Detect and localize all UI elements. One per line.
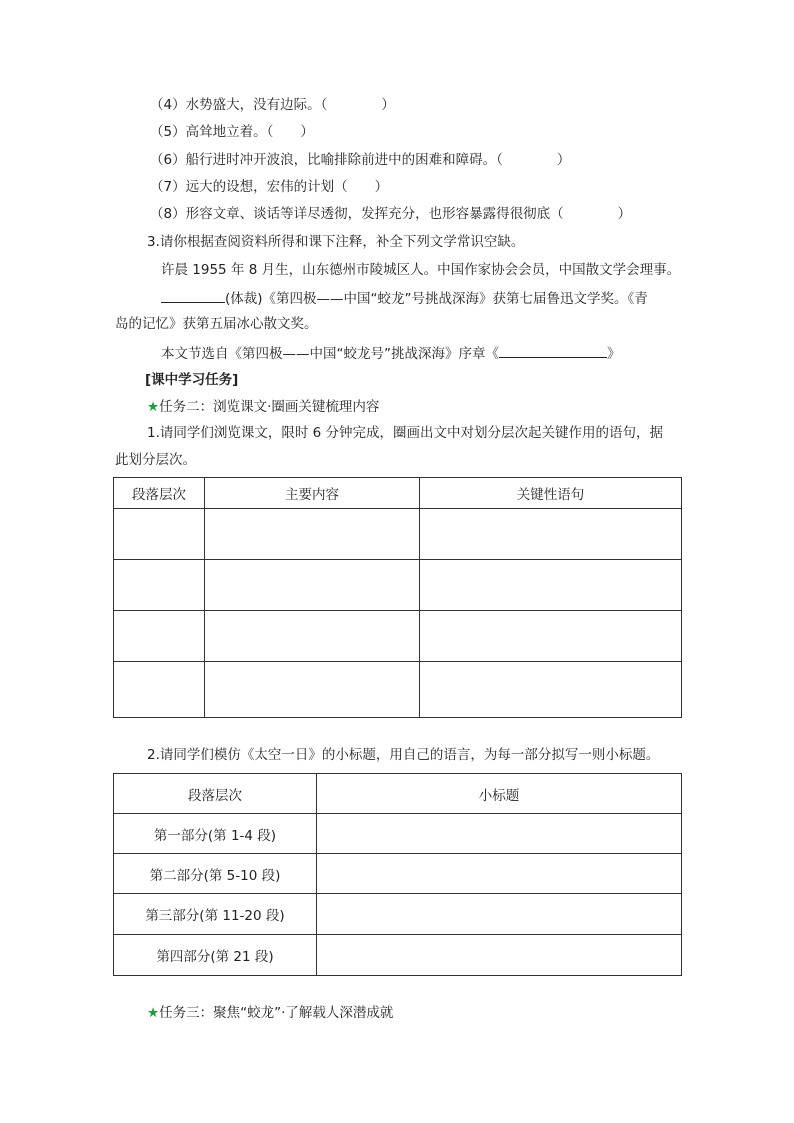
- part-label: 第三部分(第 11-20 段): [114, 894, 317, 935]
- answer-cell[interactable]: [205, 611, 420, 662]
- task-2-question-1-line-1: 1.请同学们浏览课文，限时 6 分钟完成，圈画出文中对划分层次起关键作用的语句，据: [147, 425, 664, 441]
- author-line-3: 岛的记忆》获第五届冰心散文奖。: [115, 316, 318, 332]
- answer-cell[interactable]: [420, 509, 682, 560]
- answer-cell[interactable]: [420, 560, 682, 611]
- author-line-1: 许晨 1955 年 8 月生，山东德州市陵城区人。中国作家协会会员，中国散文学会理事。: [161, 262, 681, 278]
- star-icon: ★: [147, 399, 160, 415]
- answer-cell[interactable]: [205, 509, 420, 560]
- answer-cell[interactable]: [420, 611, 682, 662]
- star-icon: ★: [147, 1005, 160, 1021]
- section-heading: [课中学习任务]: [145, 372, 239, 388]
- part-label: 第一部分(第 1-4 段): [114, 814, 317, 854]
- question-8: （8）形容文章、谈话等详尽透彻，发挥充分，也形容暴露得很彻底（ ）: [150, 206, 632, 222]
- table-row: [114, 560, 682, 611]
- question-5: （5）高耸地立着。（ ）: [150, 124, 314, 140]
- answer-cell[interactable]: [114, 611, 205, 662]
- question-6: （6）船行进时冲开波浪，比喻排除前进中的困难和障碍。（ ）: [150, 152, 571, 168]
- answer-cell[interactable]: [317, 854, 682, 894]
- answer-cell[interactable]: [317, 814, 682, 854]
- table-row: [114, 509, 682, 560]
- header-subtitle: 小标题: [317, 774, 682, 814]
- task-3-heading: ★任务三：聚焦“蛟龙”·了解载人深潜成就: [147, 1005, 394, 1021]
- table-row: [114, 935, 682, 976]
- task-2-heading: ★任务二：浏览课文·圈画关键梳理内容: [147, 399, 380, 415]
- chapter-title-blank[interactable]: [499, 343, 607, 358]
- answer-cell[interactable]: [420, 662, 682, 718]
- genre-blank[interactable]: [161, 288, 225, 303]
- table-row: [114, 611, 682, 662]
- header-key-sentence: 关键性语句: [420, 478, 682, 509]
- answer-cell[interactable]: [205, 560, 420, 611]
- table-row: [114, 854, 682, 894]
- table-row: [114, 662, 682, 718]
- answer-cell[interactable]: [114, 662, 205, 718]
- answer-cell[interactable]: [205, 662, 420, 718]
- task-2-question-2: 2.请同学们模仿《太空一日》的小标题，用自己的语言，为每一部分拟写一则小标题。: [147, 747, 660, 763]
- source-line: 本文节选自《第四极——中国“蛟龙号”挑战深海》序章《 》: [161, 343, 621, 363]
- answer-cell[interactable]: [317, 894, 682, 935]
- part-label: 第四部分(第 21 段): [114, 935, 317, 976]
- subtitle-table: [113, 773, 682, 976]
- table-row: [114, 894, 682, 935]
- answer-cell[interactable]: [114, 509, 205, 560]
- answer-cell[interactable]: [317, 935, 682, 976]
- task-2-question-1-line-2: 此划分层次。: [115, 452, 196, 468]
- header-layer: 段落层次: [114, 774, 317, 814]
- part-label: 第二部分(第 5-10 段): [114, 854, 317, 894]
- question-7: （7）远大的设想，宏伟的计划（ ）: [150, 179, 389, 195]
- answer-cell[interactable]: [114, 560, 205, 611]
- header-layer: 段落层次: [114, 478, 205, 509]
- layer-table: [113, 477, 682, 718]
- question-4: （4）水势盛大，没有边际。（ ）: [150, 97, 395, 113]
- author-line-2: (体裁)《第四极——中国“蛟龙”号挑战深海》获第七届鲁迅文学奖。《青: [161, 288, 648, 308]
- question-3-title: 3.请你根据查阅资料所得和课下注释，补全下列文学常识空缺。: [147, 234, 525, 250]
- table-row: [114, 814, 682, 854]
- header-main-content: 主要内容: [205, 478, 420, 509]
